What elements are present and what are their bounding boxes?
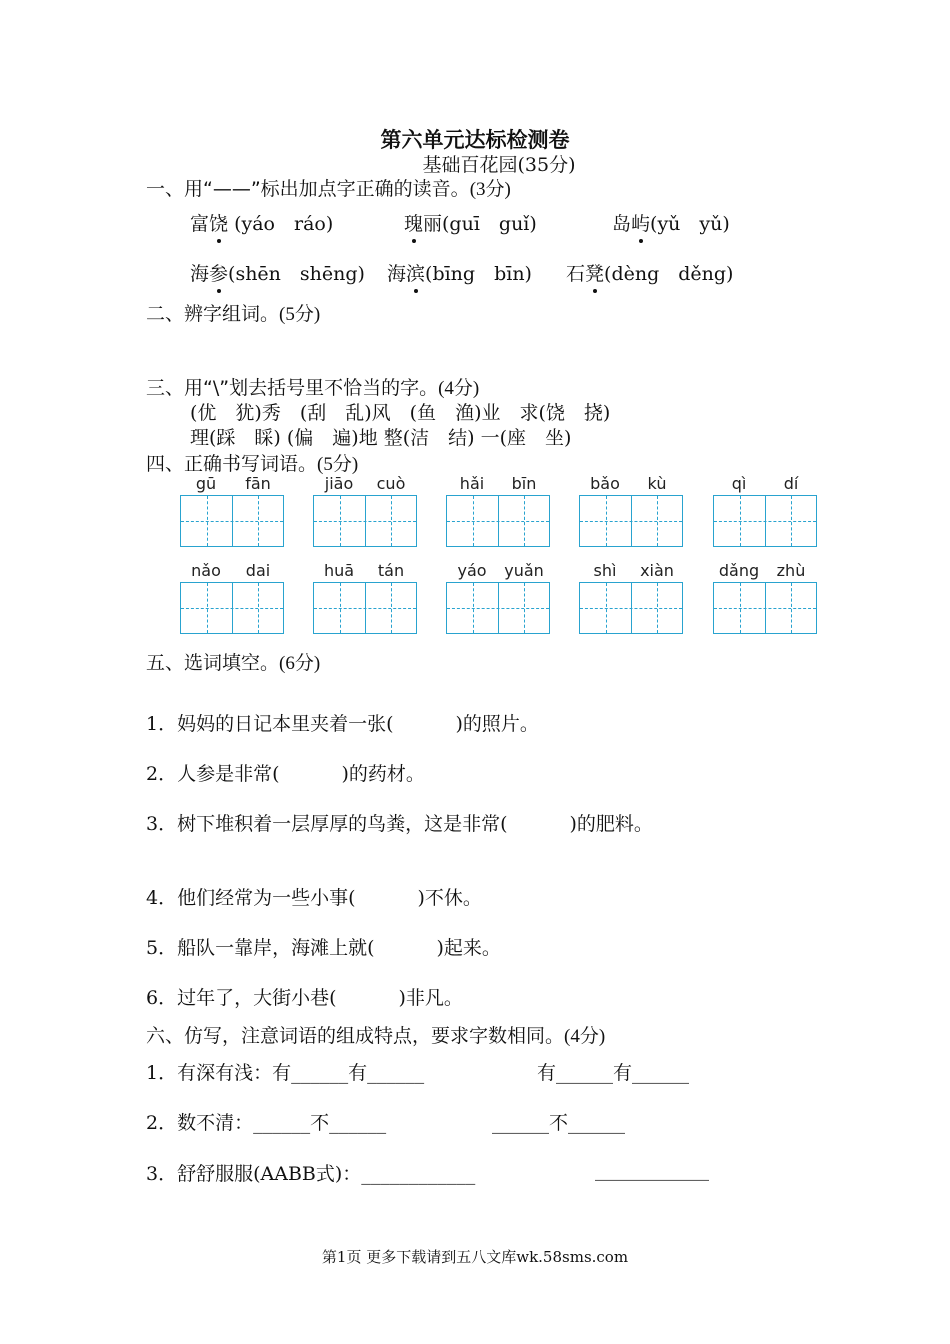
page-subtitle: 基础百花园(35分) bbox=[422, 154, 576, 176]
pinyin-label: xiàn bbox=[640, 561, 674, 580]
writing-grid[interactable] bbox=[713, 495, 817, 547]
pinyin-label: shì bbox=[593, 561, 617, 580]
section-4-heading: 四、正确书写词语。(5分) bbox=[146, 453, 359, 475]
pinyin-item-2: 瑰丽(guī guǐ) bbox=[404, 209, 537, 236]
writing-grid[interactable] bbox=[180, 495, 284, 547]
pinyin-item-1: 富饶 (yáo ráo) bbox=[190, 209, 333, 236]
writing-grid[interactable] bbox=[579, 495, 683, 547]
pinyin-item-6: 石凳(dèng děng) bbox=[566, 259, 733, 286]
fill-item-5: 5．船队一靠岸，海滩上就( )起来。 bbox=[146, 937, 501, 959]
fill-item-2: 2．人参是非常( )的药材。 bbox=[146, 763, 425, 785]
section-1-heading: 一、用“——”标出加点字正确的读音。(3分) bbox=[146, 178, 511, 200]
pinyin-label: dǎng bbox=[718, 561, 760, 580]
pinyin-item-3: 岛屿(yǔ yǔ) bbox=[612, 209, 730, 236]
section-2-heading: 二、辨字组词。(5分) bbox=[146, 303, 321, 325]
imitate-item-3a: 3．舒舒服服(AABB式)：____________ bbox=[146, 1163, 476, 1185]
pinyin-label: tán bbox=[377, 561, 405, 580]
fill-item-1: 1．妈妈的日记本里夹着一张( )的照片。 bbox=[146, 713, 539, 735]
writing-grid[interactable] bbox=[180, 582, 284, 634]
pinyin-label: cuò bbox=[376, 474, 406, 493]
fill-item-4: 4．他们经常为一些小事( )不休。 bbox=[146, 887, 482, 909]
imitate-item-2b: ______不______ bbox=[492, 1112, 626, 1134]
imitate-item-2a: 2．数不清：______不______ bbox=[146, 1112, 387, 1134]
pinyin-label: yáo bbox=[457, 561, 487, 580]
page-title: 第六单元达标检测卷 bbox=[380, 128, 570, 152]
pinyin-label: yuǎn bbox=[504, 561, 544, 580]
section-6-heading: 六、仿写，注意词语的组成特点，要求字数相同。(4分) bbox=[146, 1025, 606, 1047]
pinyin-label: dai bbox=[245, 561, 271, 580]
pinyin-label: gū bbox=[195, 474, 217, 493]
writing-grid[interactable] bbox=[446, 582, 550, 634]
imitate-item-1b: 有______有______ bbox=[537, 1062, 690, 1084]
pinyin-label: bǎo bbox=[590, 474, 620, 493]
pinyin-label: nǎo bbox=[191, 561, 221, 580]
pinyin-label: huā bbox=[323, 561, 355, 580]
writing-grid[interactable] bbox=[713, 582, 817, 634]
fill-item-6: 6．过年了，大街小巷( )非凡。 bbox=[146, 987, 463, 1009]
pinyin-label: hǎi bbox=[459, 474, 485, 493]
writing-grid[interactable] bbox=[446, 495, 550, 547]
pinyin-item-5: 海滨(bīng bīn) bbox=[387, 259, 532, 286]
pinyin-item-4: 海参(shēn shēng) bbox=[190, 259, 365, 286]
writing-grid[interactable] bbox=[579, 582, 683, 634]
writing-grid[interactable] bbox=[313, 582, 417, 634]
imitate-item-3b: ____________ bbox=[595, 1159, 709, 1181]
correction-line-1: (优 犹)秀 (刮 乱)风 (鱼 渔)业 求(饶 挠) bbox=[190, 402, 611, 424]
section-5-heading: 五、选词填空。(6分) bbox=[146, 652, 321, 674]
correction-line-2: 理(踩 睬) (偏 遍)地 整(洁 结) 一(座 坐) bbox=[190, 427, 572, 449]
pinyin-label: jiāo bbox=[324, 474, 354, 493]
section-3-heading: 三、用“\”划去括号里不恰当的字。(4分) bbox=[146, 377, 480, 399]
fill-item-3: 3．树下堆积着一层厚厚的鸟粪，这是非常( )的肥料。 bbox=[146, 813, 653, 835]
pinyin-label: fān bbox=[245, 474, 271, 493]
pinyin-label: qì bbox=[731, 474, 747, 493]
pinyin-label: zhù bbox=[776, 561, 806, 580]
page-footer: 第1页 更多下载请到五八文库wk.58sms.com bbox=[321, 1248, 629, 1266]
pinyin-label: dí bbox=[783, 474, 799, 493]
writing-grid[interactable] bbox=[313, 495, 417, 547]
pinyin-label: bīn bbox=[511, 474, 537, 493]
imitate-item-1a: 1．有深有浅：有______有______ bbox=[146, 1062, 425, 1084]
pinyin-label: kù bbox=[647, 474, 667, 493]
